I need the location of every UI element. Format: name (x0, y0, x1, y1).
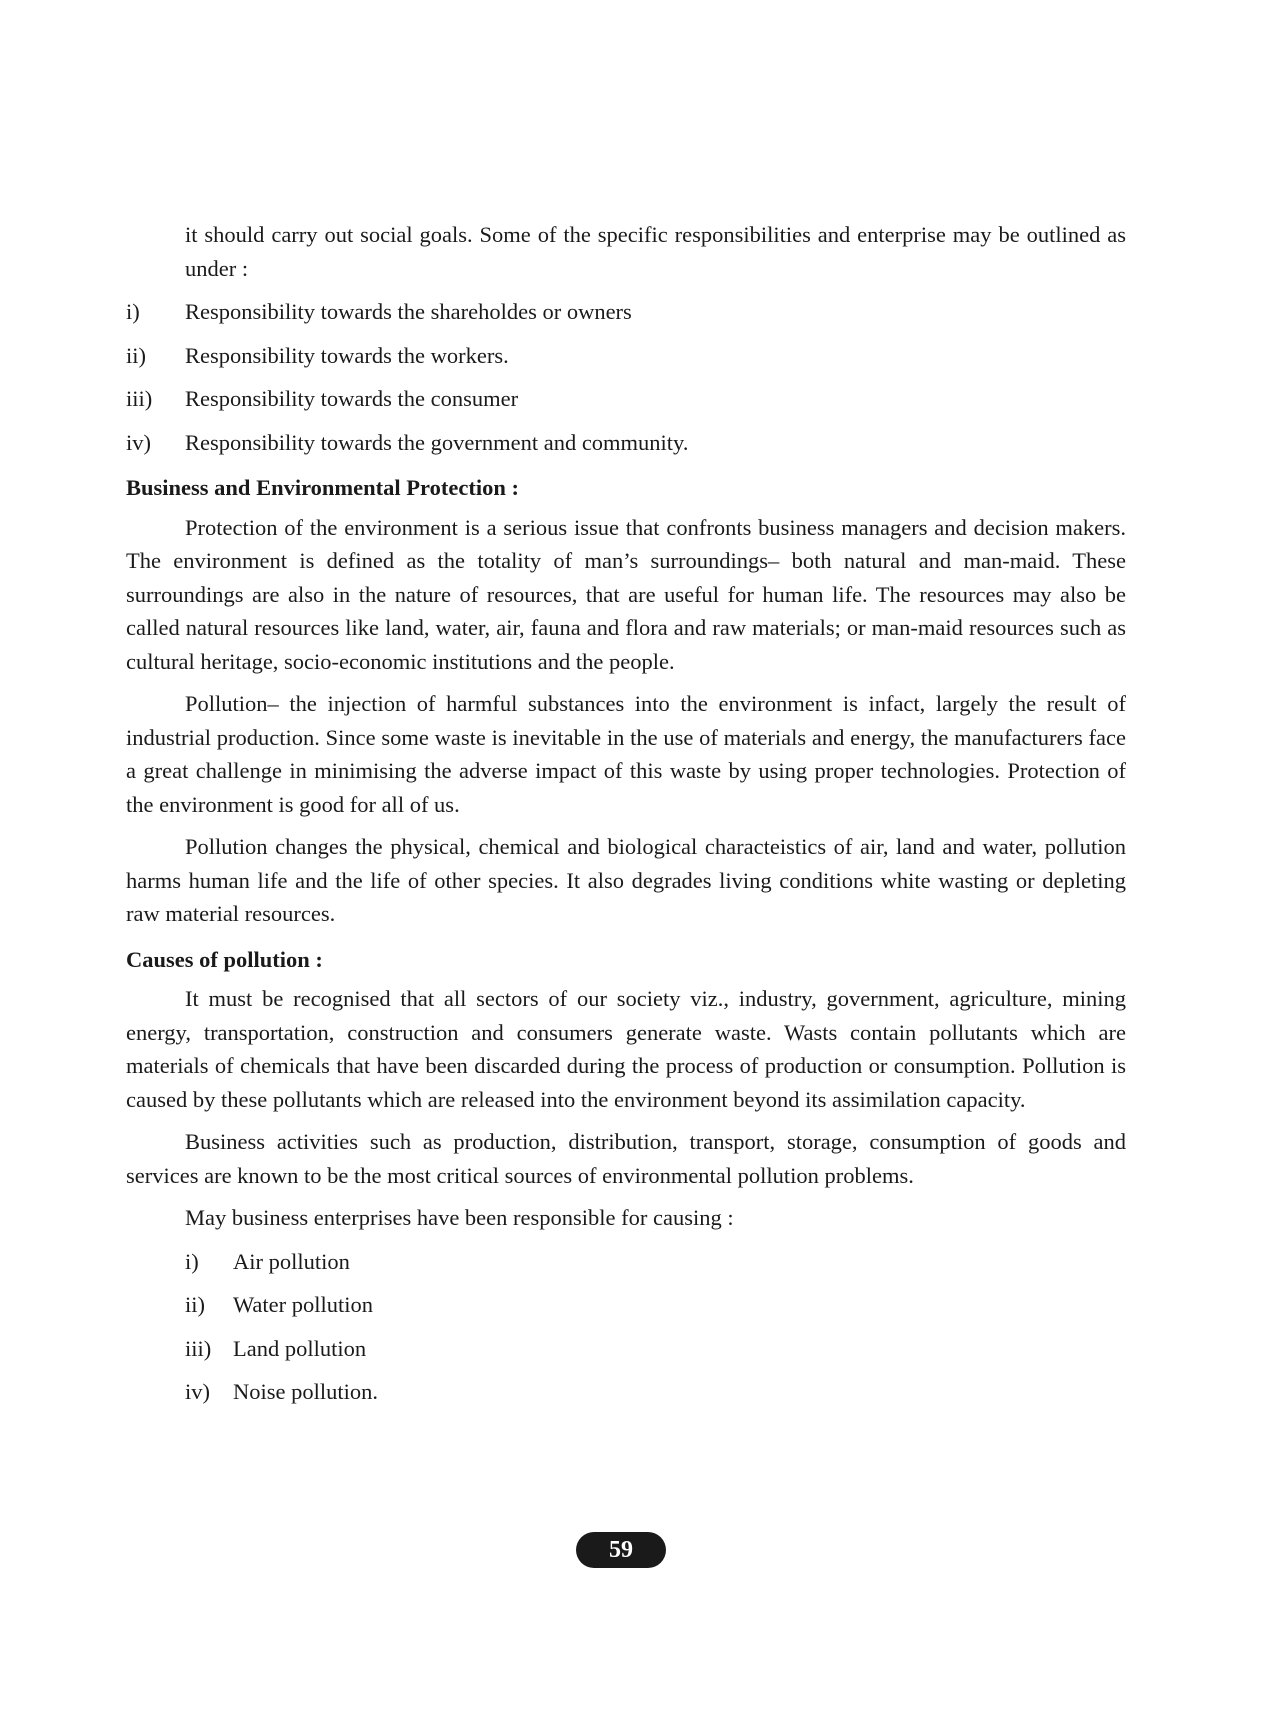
list-item (126, 426, 1126, 460)
list-item (185, 1332, 1126, 1366)
intro-paragraph: it should carry out social goals. Some of the specific responsibilities and enterprise may be outlined as under : (185, 222, 1126, 281)
list-number: iii) (126, 386, 153, 411)
section-heading-causes-of-pollution: Causes of pollution : (126, 946, 323, 972)
list-text: Water pollution (233, 1292, 374, 1317)
list-item (185, 1288, 1126, 1322)
list-number: iv) (126, 429, 151, 455)
list-number: i) (126, 299, 140, 324)
body-paragraph: Business activities such as production, distribution, transport, storage, consumption of goods and services are known to be the most critical sources of environmental pollution problems. (126, 1129, 1126, 1188)
list-intro: May business enterprises have been responsible for causing : (185, 1205, 734, 1230)
list-text: Responsibility towards the consumer (185, 386, 519, 411)
list-number: ii) (185, 1292, 205, 1317)
responsibilities-list (126, 295, 1126, 459)
pollution-types-list (126, 1245, 1126, 1409)
list-item (185, 1245, 1126, 1279)
list-text: Responsibility towards the shareholdes or owners (185, 299, 632, 324)
list-text: Responsibility towards the government and community. (185, 429, 689, 455)
list-text: Air pollution (233, 1248, 350, 1274)
list-text: Noise pollution. (233, 1379, 378, 1404)
list-item (126, 382, 1126, 416)
list-item (126, 295, 1126, 329)
body-paragraph: Pollution– the injection of harmful substances into the environment is infact, largely the result of industrial production. Since some waste is inevitable in the use of materials and energy, the manufacturers face a great challenge in minimising the adverse impact of this waste by using proper technologies. Protection of the environment is good for all of us. (126, 691, 1126, 817)
list-number: ii) (126, 342, 146, 368)
list-number: iv) (185, 1379, 210, 1404)
body-paragraph: It must be recognised that all sectors of our society viz., industry, government, agriculture, mining energy, transportation, construction and consumers generate waste. Wasts contain pollutants which are materials of chemicals that have been discarded during the process of production or consumption. Pollution is caused by these pollutants which are released into the environment beyond its assimilation capacity. (126, 986, 1126, 1112)
body-paragraph: Protection of the environment is a serious issue that confronts business managers and decision makers. The environment is defined as the totality of man’s surroundings– both natural and man-maid. These surroundings are also in the nature of resources, that are useful for human life. The resources may also be called natural resources like land, water, air, fauna and flora and raw materials; or man-maid resources such as cultural heritage, socio-economic institutions and the people. (126, 514, 1126, 674)
page-content (126, 218, 1126, 1409)
list-item (185, 1375, 1126, 1409)
list-item (126, 339, 1126, 373)
list-number: i) (185, 1248, 199, 1274)
page-number-badge: 59 (576, 1532, 666, 1568)
list-text: Land pollution (233, 1335, 367, 1361)
body-paragraph: Pollution changes the physical, chemical and biological characteistics of air, land and water, pollution harms human life and the life of other species. It also degrades living conditions white wasting or depleting raw material resources. (126, 834, 1126, 926)
list-text: Responsibility towards the workers. (185, 342, 509, 368)
list-number: iii) (185, 1335, 212, 1361)
section-heading-environmental-protection: Business and Environmental Protection : (126, 475, 519, 500)
